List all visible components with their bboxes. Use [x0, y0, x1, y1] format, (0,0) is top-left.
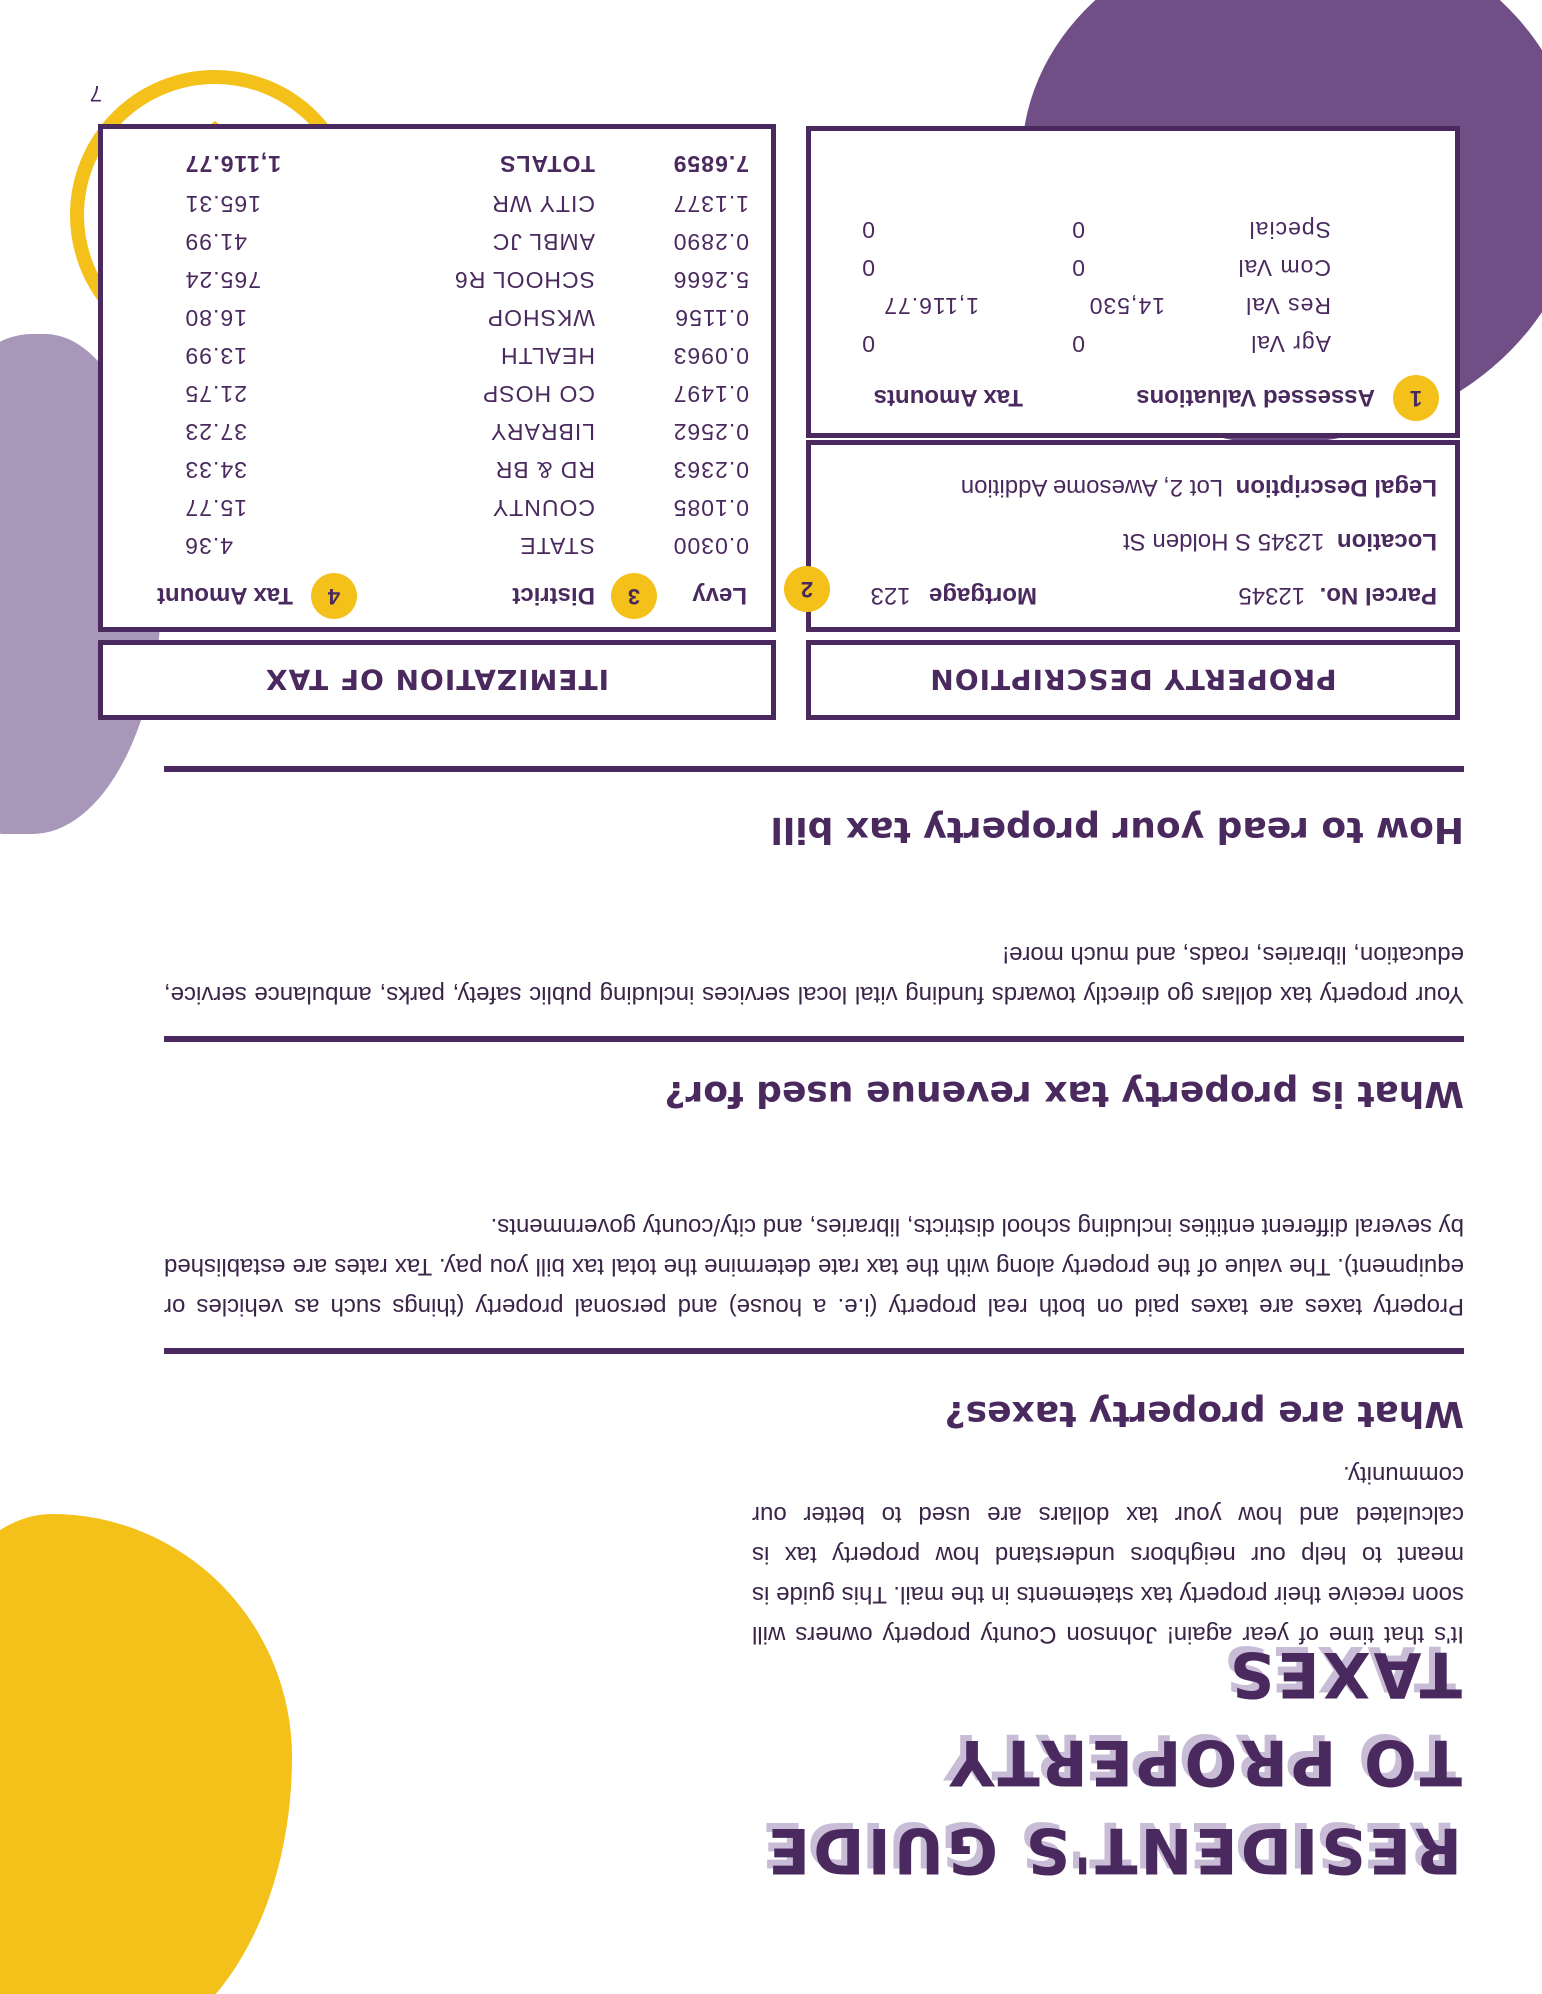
- itemization-levy: 0.1156: [674, 305, 749, 331]
- intro-paragraph: It's that time of year again! Johnson County property owners will soon receive their property tax statements in the mail. This guide is meant to help our neighbors understand how property tax is calculated and how your tax dollars are used to better our community.: [752, 1461, 1464, 1648]
- itemization-district: LIBRARY: [489, 419, 595, 445]
- property-description-box: [806, 440, 1460, 632]
- parcel-label: Parcel No.: [1319, 582, 1437, 609]
- assessed-row-valuation: 0: [1071, 255, 1085, 281]
- itemization-district: STATE: [519, 533, 595, 559]
- itemization-district: AMBL JC: [491, 229, 595, 255]
- itemization-amount: 41.99: [184, 229, 247, 255]
- mortgage-value: 123: [870, 582, 911, 609]
- assessed-row-amount: 0: [861, 331, 875, 357]
- itemization-total-amount: 1,116.77: [184, 151, 281, 177]
- levy-column-heading: Levy: [692, 582, 747, 609]
- divider: [164, 766, 1464, 772]
- itemization-levy: 0.2562: [672, 419, 749, 445]
- itemization-amount: 15.77: [184, 495, 247, 521]
- itemization-total-levy: 7.6859: [672, 151, 749, 177]
- assessed-row-amount: 0: [861, 217, 875, 243]
- itemization-amount: 765.24: [184, 267, 261, 293]
- callout-badge-amount: 4: [311, 573, 357, 619]
- assessed-valuations-box: [806, 126, 1460, 438]
- divider: [164, 1036, 1464, 1042]
- itemization-district: CITY WR: [491, 191, 595, 217]
- itemization-levy: 0.0963: [672, 343, 749, 369]
- itemization-district: RD & BR: [494, 457, 595, 483]
- itemization-levy: 0.1497: [672, 381, 749, 407]
- tax-amounts-heading: Tax Amounts: [873, 384, 1023, 411]
- itemization-amount: 34.33: [184, 457, 247, 483]
- itemization-amount: 21.75: [184, 381, 247, 407]
- assessed-row-label: Agr Val: [1250, 331, 1331, 357]
- mortgage-label: Mortgage: [929, 582, 1037, 609]
- itemization-levy: 0.0300: [672, 533, 749, 559]
- used-for-heading: What is property tax revenue used for?: [664, 1073, 1464, 1114]
- assessed-row-label: Com Val: [1237, 255, 1331, 281]
- assessed-row-valuation: 14,530: [1088, 293, 1165, 319]
- itemization-levy: 5.2666: [672, 267, 749, 293]
- location-label: Location: [1337, 528, 1437, 555]
- legal-description-label: Legal Description: [1235, 474, 1437, 501]
- parcel-value: 12345: [1238, 582, 1306, 609]
- assessed-row-valuation: 0: [1071, 331, 1085, 357]
- callout-badge-district: 3: [611, 573, 657, 619]
- itemization-levy: 0.2890: [672, 229, 749, 255]
- assessed-row-label: Special: [1248, 217, 1331, 243]
- how-to-read-heading: How to read your property tax bill: [770, 809, 1464, 850]
- callout-badge-levy: 2: [784, 566, 830, 612]
- itemization-amount: 16.80: [184, 305, 247, 331]
- assessed-valuations-heading: Assessed Valuations: [1136, 384, 1375, 411]
- itemization-totals-label: TOTALS: [499, 151, 595, 177]
- itemization-district: HEALTH: [499, 343, 595, 369]
- what-are-paragraph: Property taxes are taxes paid on both real property (i.e. a house) and personal property (things such as vehicles or equipment). The value of the property along with the tax rate determine the total tax bill you pay. Tax rates are established by several different entities including school districts, libraries, and city/county governments.: [164, 1213, 1464, 1320]
- divider: [164, 1348, 1464, 1354]
- itemization-header: ITEMIZATION OF TAX: [98, 640, 776, 720]
- page-title: RESIDENT'S GUIDE TO PROPERTY TAXES: [764, 1638, 1462, 1887]
- legal-description-value: Lot 2, Awesome Addition: [960, 474, 1224, 501]
- used-for-paragraph: Your property tax dollars go directly towards funding vital local services including public safety, parks, ambulance service, education, libraries, roads, and much more!: [164, 941, 1464, 1008]
- property-description-header: PROPERTY DESCRIPTION: [806, 640, 1460, 720]
- itemization-amount: 165.31: [184, 191, 261, 217]
- itemization-district: SCHOOL R6: [453, 267, 595, 293]
- itemization-levy: 1.1377: [672, 191, 749, 217]
- itemization-amount: 13.99: [184, 343, 247, 369]
- page-number: 7: [89, 81, 102, 106]
- location-value: 12345 S Holden St: [1123, 528, 1325, 555]
- itemization-amount: 37.23: [184, 419, 247, 445]
- what-are-heading: What are property taxes?: [944, 1393, 1464, 1434]
- itemization-district: CO HOSP: [481, 381, 595, 407]
- itemization-levy: 0.2363: [672, 457, 749, 483]
- yellow-blob-decoration: [0, 1514, 292, 1994]
- itemization-amount: 4.36: [184, 533, 233, 559]
- itemization-levy: 0.1085: [672, 495, 749, 521]
- tax-amount-column-heading: Tax Amount: [157, 582, 293, 609]
- itemization-district: WKSHOP: [486, 305, 595, 331]
- itemization-district: COUNTY: [491, 495, 595, 521]
- itemization-box: [98, 124, 776, 632]
- callout-badge-assessed: 1: [1393, 375, 1439, 421]
- assessed-row-amount: 0: [861, 255, 875, 281]
- assessed-row-amount: 1,116.77: [883, 293, 979, 319]
- assessed-row-valuation: 0: [1071, 217, 1085, 243]
- district-column-heading: District: [512, 582, 595, 609]
- assessed-row-label: Res Val: [1245, 293, 1331, 319]
